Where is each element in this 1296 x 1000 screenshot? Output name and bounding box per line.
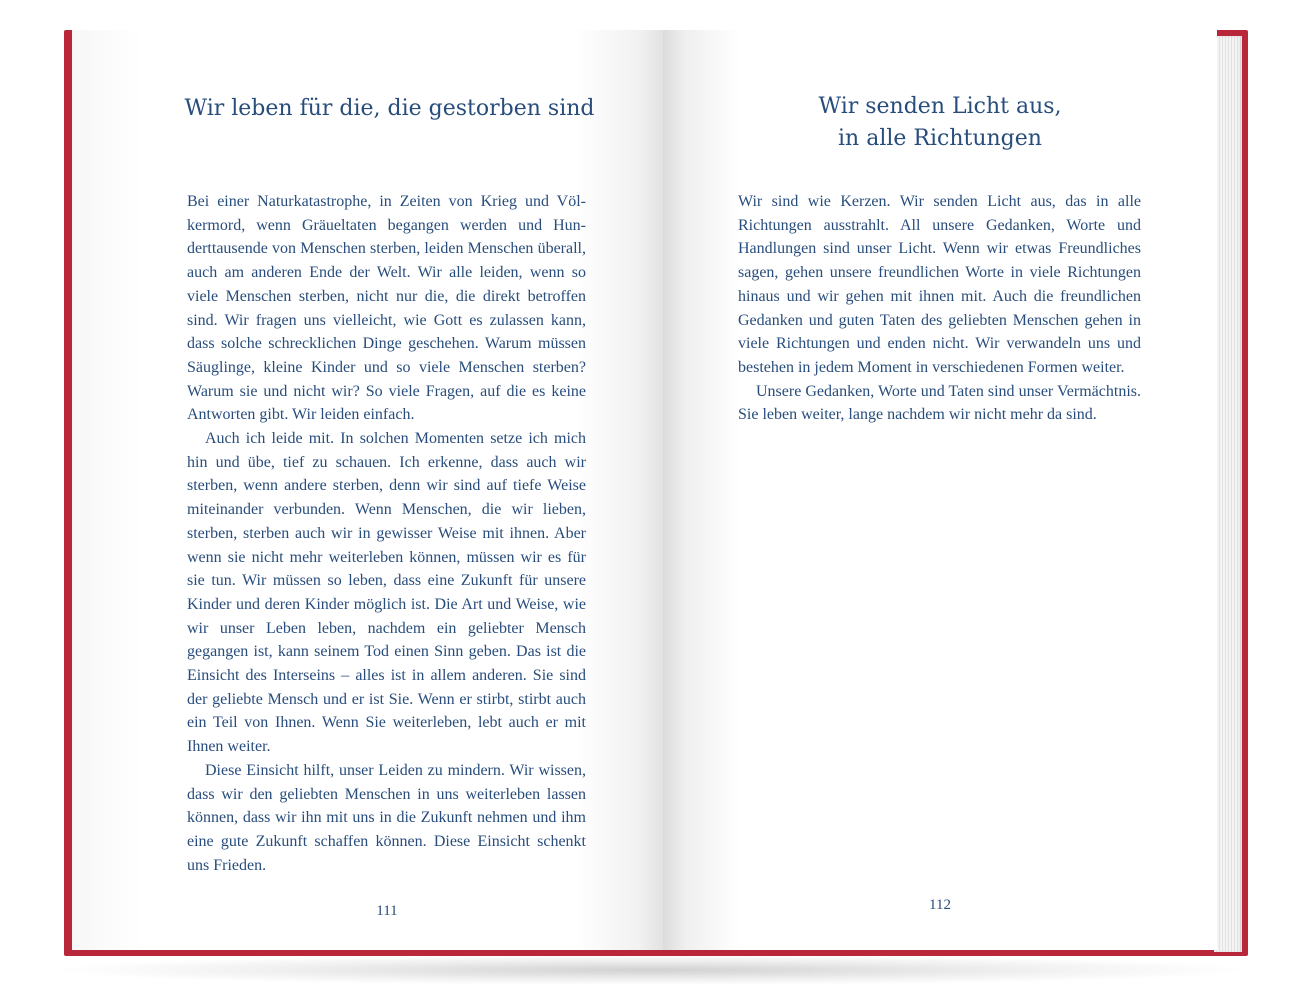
left-paragraph-3: Diese Einsicht hilft, unser Leiden zu mindern. Wir wissen, dass wir den geliebten Menschen in uns weiterleben lassen können, dass wir ihn mit uns in die Zukunft nehmen und ihm eine gute Zukunft schaffen können. Diese Einsicht schenkt uns Frieden.	[187, 761, 586, 874]
book-shadow	[60, 955, 1240, 985]
left-page-number: 111	[376, 903, 398, 919]
right-page-title-line-2: in alle Richtungen	[838, 126, 1042, 151]
left-page-title: Wir leben für die, die gestorben sind	[184, 96, 595, 121]
right-page	[663, 30, 1217, 950]
right-page-title-line-1: Wir senden Licht aus,	[818, 94, 1062, 119]
right-page-title	[715, 91, 1165, 155]
left-paragraph-1: Bei einer Naturkatastrophe, in Zeiten von Krieg und Völkermord, wenn Gräueltaten begangen werden und Hunderttausende von Menschen sterben, leiden Menschen überall, auch am anderen Ende der Welt. Wir alle leiden, wenn so viele Menschen sterben, nicht nur die, die direkt betroffen sind. Wir fragen uns vielleicht, wie Gott es zulassen kann, dass solche schrecklichen Dinge geschehen. Warum müssen Säuglinge, kleine Kinder und so viele Menschen sterben? Warum sie und nicht wir? So viele Fragen, auf die es keine Antworten gibt. Wir leiden einfach.	[187, 193, 586, 424]
right-page-number: 112	[929, 897, 951, 913]
left-page-body	[187, 190, 586, 877]
page-edges	[1214, 36, 1242, 952]
left-page	[72, 30, 663, 950]
left-paragraph-2: Auch ich leide mit. In solchen Momenten setze ich mich hin und übe, tief zu schauen. Ich erkenne, dass auch wir sterben, wenn andere sterben, denn wir sind auf tiefe Weise miteinander verbunden. Wenn Menschen, die wir lieben, sterben, sterben auch wir in gewisser Weise mit ihnen. Aber wenn sie nicht mehr weiterleben können, müssen wir es für sie tun. Wir müssen so leben, dass eine Zukunft für unsere Kinder und deren Kinder möglich ist. Die Art und Weise, wie wir unser Leben leben, nachdem ein geliebter Mensch gegangen ist, kann seinem Tod einen Sinn geben. Das ist die Einsicht des Interseins – alles ist in allem anderen. Sie sind der geliebte Mensch und er ist Sie. Wenn er stirbt, stirbt auch ein Teil von Ihnen. Wenn Sie weiterleben, lebt auch er mit Ihnen weiter.	[187, 430, 586, 756]
right-paragraph-2: Unsere Gedanken, Worte und Taten sind unser Vermächtnis. Sie leben weiter, lange nachdem wir nicht mehr da sind.	[738, 382, 1141, 424]
right-page-body	[738, 190, 1141, 427]
right-paragraph-1: Wir sind wie Kerzen. Wir senden Licht aus, das in alle Richtungen ausstrahlt. All unsere Gedanken, Worte und Handlungen sind unser Licht. Wenn wir etwas Freundliches sagen, gehen unsere freundlichen Worte in viele Richtungen hinaus und wir gehen mit ihnen mit. Auch die freundlichen Gedanken und guten Taten des geliebten Menschen gehen in viele Richtungen und enden nicht. Wir verwandeln uns und bestehen in jedem Moment in verschiedenen Formen weiter.	[738, 193, 1141, 376]
